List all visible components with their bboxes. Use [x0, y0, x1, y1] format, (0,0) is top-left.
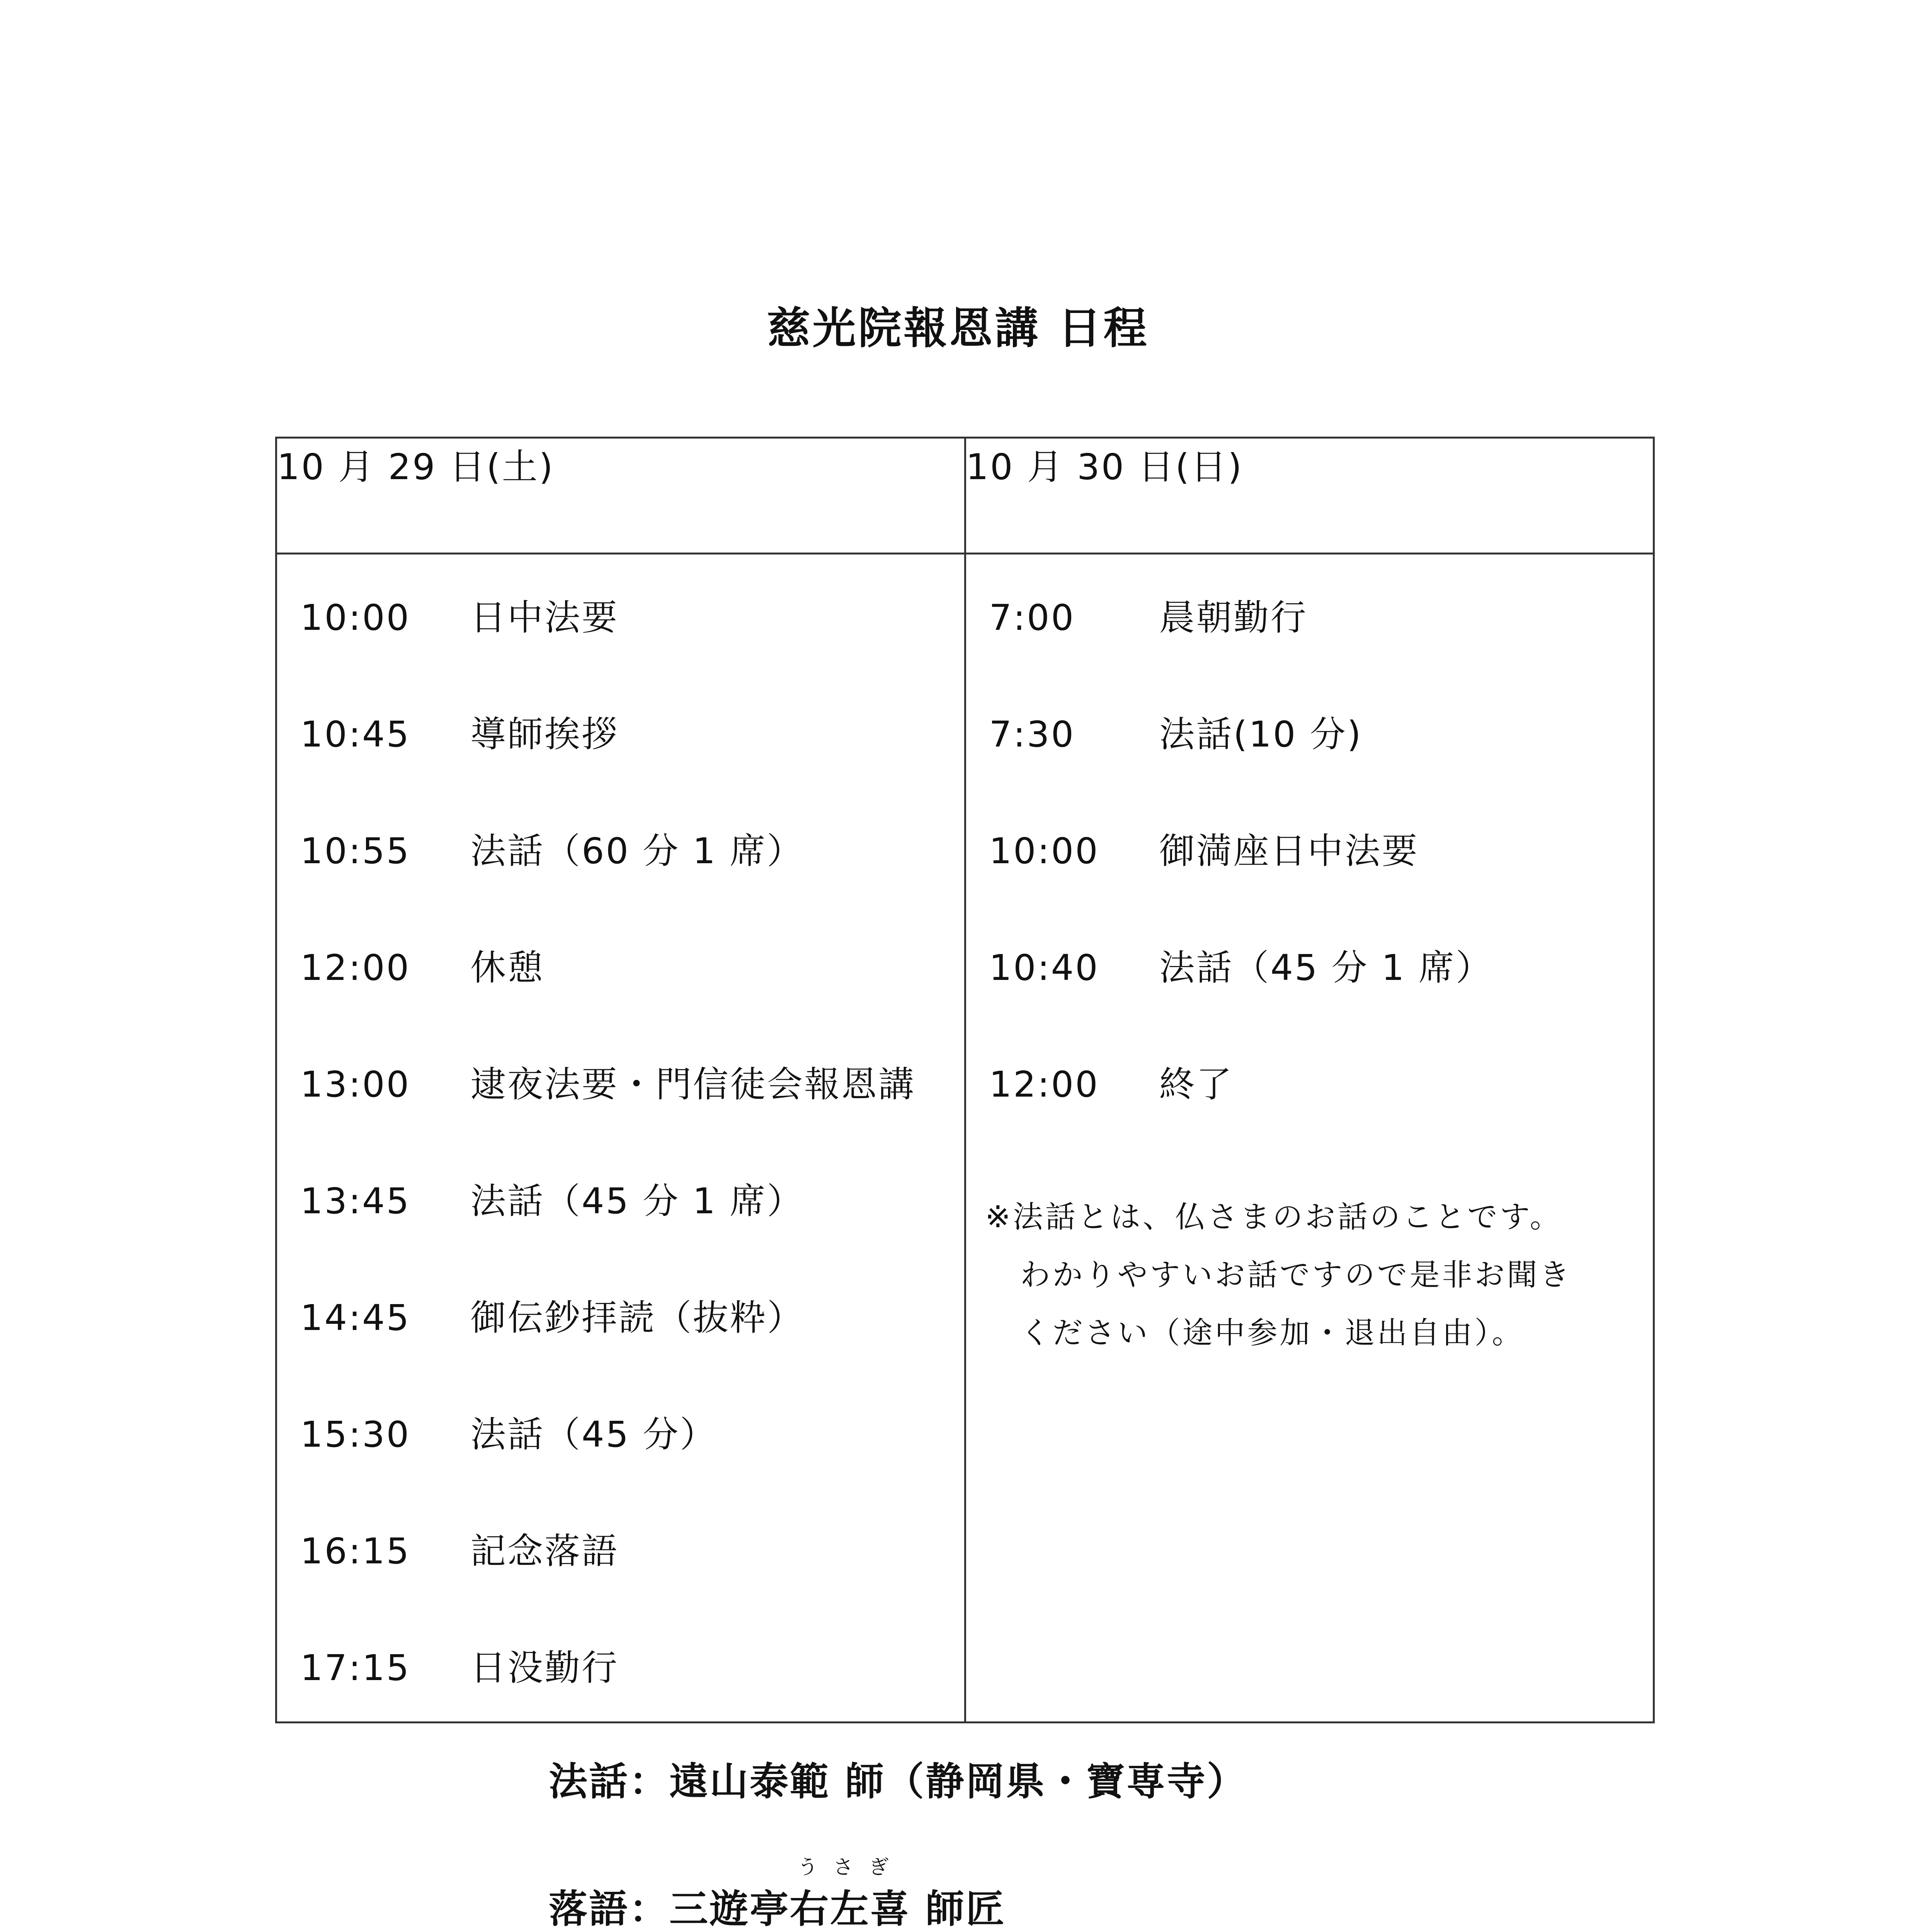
schedule-time: 10:00: [300, 597, 411, 638]
schedule-time: 7:00: [989, 597, 1075, 638]
schedule-time: 12:00: [989, 1064, 1099, 1105]
schedule-time: 10:45: [300, 714, 411, 755]
schedule-time: 15:30: [300, 1414, 411, 1455]
rakugo-prefix: 落語：三遊亭: [549, 1886, 790, 1932]
day2-column: [965, 554, 1654, 1723]
schedule-time: 13:00: [300, 1064, 411, 1105]
sermon-lecturer: 法話：遠山泰範 師（静岡県・寶専寺）: [549, 1759, 1247, 1804]
schedule-label: 法話（45 分）: [470, 1414, 717, 1455]
schedule-label: 御伝鈔拝読（抜粋）: [470, 1297, 805, 1338]
schedule-item: [300, 939, 545, 990]
schedule-time: 14:45: [300, 1297, 411, 1338]
schedule-label: 法話(10 分): [1159, 714, 1363, 755]
day1-header: 10 月 29 日(土): [276, 438, 965, 554]
schedule-time: 13:45: [300, 1180, 411, 1222]
schedule-time: 16:15: [300, 1531, 411, 1572]
schedule-item: [300, 1523, 619, 1574]
schedule-item: [989, 939, 1493, 990]
schedule-item: [300, 589, 619, 640]
schedule-time: 10:00: [989, 830, 1099, 872]
schedule-item: [300, 1289, 804, 1340]
schedule-time: 10:55: [300, 830, 411, 872]
page-title: 慈光院報恩講 日程: [767, 303, 1149, 354]
note-line: わかりやすいお話ですので是非お聞き: [1020, 1258, 1572, 1293]
schedule-time: 7:30: [989, 714, 1075, 755]
schedule-label: 法話（60 分 1 席）: [470, 830, 804, 872]
schedule-item: [300, 1173, 804, 1224]
schedule-item: [989, 706, 1363, 757]
note-line: ※法話とは、仏さまのお話のことです。: [985, 1200, 1562, 1235]
sermon-note: [985, 1188, 1572, 1362]
schedule-label: 記念落語: [470, 1531, 619, 1572]
rakugo-name: 右左喜: [790, 1886, 910, 1932]
schedule-label: 日没勤行: [470, 1647, 619, 1689]
rakugo-suffix: 師匠: [910, 1886, 1006, 1932]
note-line: ください（途中参加・退出自由）。: [1020, 1316, 1525, 1350]
schedule-label: 日中法要: [470, 597, 619, 638]
schedule-item: [300, 1639, 619, 1690]
schedule-time: 12:00: [300, 947, 411, 988]
schedule-label: 終了: [1159, 1064, 1234, 1105]
schedule-label: 休憩: [470, 947, 545, 988]
rakugo-ruby-text: うさぎ: [798, 1856, 905, 1879]
schedule-item: [989, 1056, 1234, 1107]
schedule-item: [989, 589, 1308, 640]
schedule-header-row: [276, 438, 1654, 554]
schedule-table: [275, 437, 1655, 1723]
schedule-label: 導師挨拶: [470, 714, 619, 755]
schedule-label: 御満座日中法要: [1159, 830, 1419, 872]
schedule-label: 法話（45 分 1 席）: [1159, 947, 1493, 988]
schedule-item: [300, 1406, 717, 1457]
schedule-label: 晨朝勤行: [1159, 597, 1308, 638]
schedule-item: [989, 823, 1419, 874]
day1-column: [276, 554, 965, 1723]
schedule-label: 逮夜法要・門信徒会報恩講: [470, 1064, 916, 1105]
rakugo-lecturer: [549, 1856, 1006, 1932]
schedule-label: 法話（45 分 1 席）: [470, 1180, 804, 1222]
schedule-item: [300, 706, 619, 757]
schedule-time: 10:40: [989, 947, 1099, 988]
schedule-item: [300, 1056, 915, 1107]
schedule-item: [300, 823, 804, 874]
schedule-time: 17:15: [300, 1647, 411, 1689]
day2-header: 10 月 30 日(日): [965, 438, 1654, 554]
rakugo-name-ruby: [790, 1856, 910, 1932]
